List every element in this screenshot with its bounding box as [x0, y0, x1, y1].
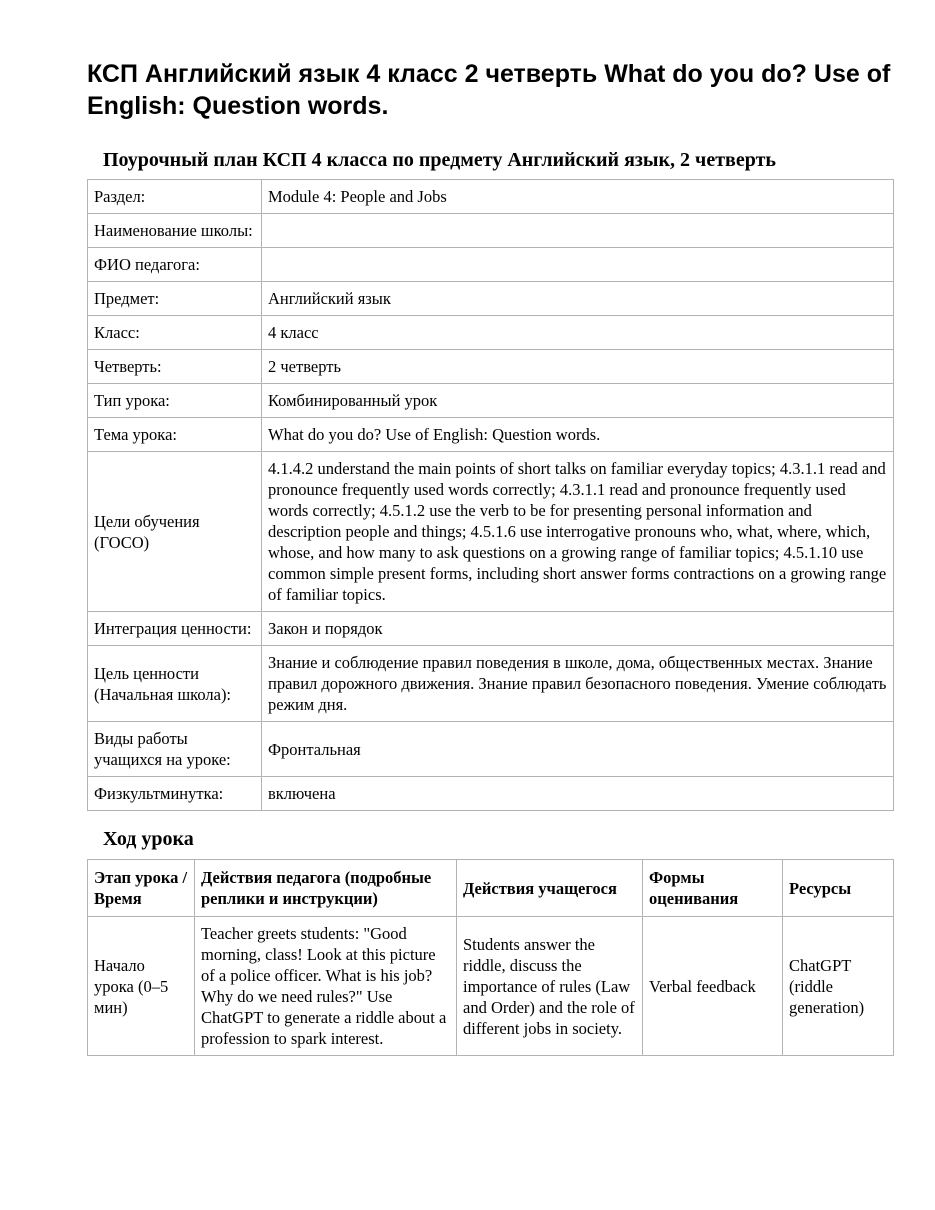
column-header-stage: Этап урока / Время [88, 860, 195, 917]
info-value-section: Module 4: People and Jobs [262, 180, 894, 214]
column-header-assessment: Формы оценивания [643, 860, 783, 917]
info-value-work-types: Фронтальная [262, 722, 894, 777]
info-value-grade: 4 класс [262, 316, 894, 350]
info-label-school: Наименование школы: [88, 214, 262, 248]
table-row [88, 350, 894, 384]
table-header-row [88, 860, 894, 917]
info-value-quarter: 2 четверть [262, 350, 894, 384]
lesson-info-table [87, 179, 894, 811]
table-row [88, 248, 894, 282]
cell-assessment: Verbal feedback [643, 917, 783, 1056]
cell-stage: Начало урока (0–5 мин) [88, 917, 195, 1056]
table-row [88, 722, 894, 777]
info-value-value-goal: Знание и соблюдение правил поведения в школе, дома, общественных местах. Знание правил дорожного движения. Знание правил безопасного поведения. Умение соблюдать режим дня. [262, 646, 894, 722]
table-row [88, 452, 894, 612]
document-page [87, 58, 893, 1056]
plan-heading: Поурочный план КСП 4 класса по предмету Английский язык, 2 четверть [103, 149, 776, 171]
info-value-value-integration: Закон и порядок [262, 612, 894, 646]
document-title: КСП Английский язык 4 класс 2 четверть What do you do? Use of English: Question words. [87, 60, 891, 120]
table-row [88, 917, 894, 1056]
info-value-school [262, 214, 894, 248]
info-value-lesson-type: Комбинированный урок [262, 384, 894, 418]
info-label-quarter: Четверть: [88, 350, 262, 384]
info-label-teacher: ФИО педагога: [88, 248, 262, 282]
table-row [88, 612, 894, 646]
cell-resources: ChatGPT (riddle generation) [783, 917, 894, 1056]
info-label-physical-break: Физкультминутка: [88, 777, 262, 811]
table-row [88, 646, 894, 722]
info-label-value-goal: Цель ценности (Начальная школа): [88, 646, 262, 722]
table-row [88, 418, 894, 452]
info-value-subject: Английский язык [262, 282, 894, 316]
info-label-work-types: Виды работы учащихся на уроке: [88, 722, 262, 777]
info-label-lesson-type: Тип урока: [88, 384, 262, 418]
table-row [88, 777, 894, 811]
table-row [88, 384, 894, 418]
cell-student-actions: Students answer the riddle, discuss the importance of rules (Law and Order) and the role of different jobs in society. [457, 917, 643, 1056]
info-value-physical-break: включена [262, 777, 894, 811]
cell-teacher-actions: Teacher greets students: "Good morning, class! Look at this picture of a police officer. What is his job? Why do we need rules?" Use ChatGPT to generate a riddle about a profession to spark interest. [195, 917, 457, 1056]
info-label-topic: Тема урока: [88, 418, 262, 452]
table-row [88, 282, 894, 316]
table-row [88, 180, 894, 214]
info-label-objectives: Цели обучения (ГОСО) [88, 452, 262, 612]
column-header-teacher-actions: Действия педагога (подробные реплики и инструкции) [195, 860, 457, 917]
column-header-resources: Ресурсы [783, 860, 894, 917]
course-heading: Ход урока [103, 828, 194, 850]
info-label-section: Раздел: [88, 180, 262, 214]
info-label-grade: Класс: [88, 316, 262, 350]
info-label-value-integration: Интеграция ценности: [88, 612, 262, 646]
column-header-student-actions: Действия учащегося [457, 860, 643, 917]
info-value-topic: What do you do? Use of English: Question words. [262, 418, 894, 452]
info-value-objectives: 4.1.4.2 understand the main points of short talks on familiar everyday topics; 4.3.1.1 read and pronounce frequently used words correctly; 4.3.1.1 read and pronounce frequently used words correctly; 4.5.1.2 use the verb to be for presenting personal information and description people and things; 4.5.1.6 use interrogative pronouns who, what, where, which, whose, and how many to ask questions on a growing range of familiar topics; 4.5.1.10 use common simple present forms, including short answer forms contractions on a growing range of familiar topics. [262, 452, 894, 612]
info-value-teacher [262, 248, 894, 282]
table-row [88, 316, 894, 350]
table-row [88, 214, 894, 248]
lesson-course-table [87, 859, 894, 1056]
info-label-subject: Предмет: [88, 282, 262, 316]
